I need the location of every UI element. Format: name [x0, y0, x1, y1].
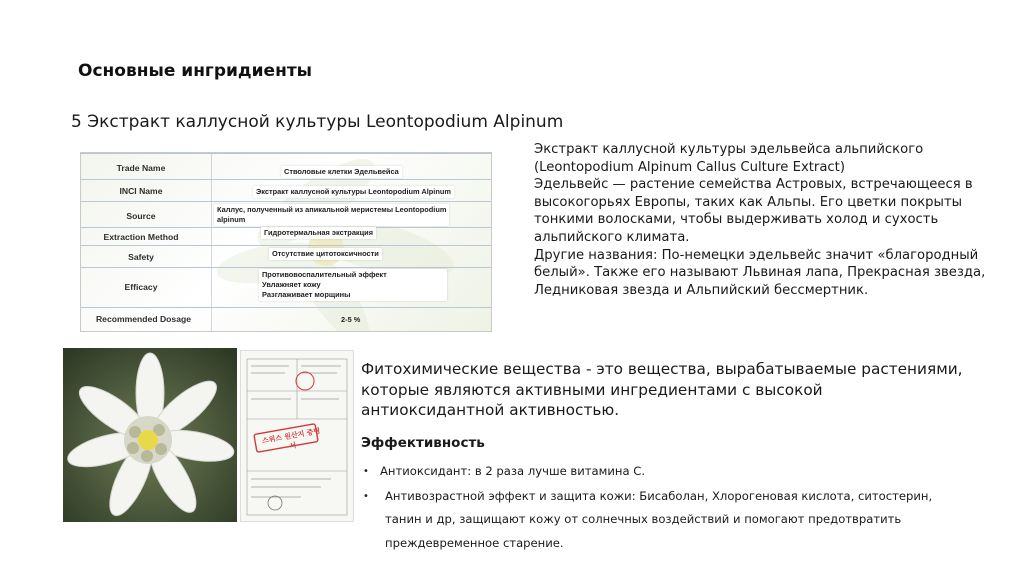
row-label: Efficacy	[124, 282, 158, 292]
row-value-line: Противовоспалительный эффект	[262, 270, 387, 279]
row-label: INCI Name	[119, 186, 163, 196]
table-row	[81, 245, 491, 268]
phyto-line: которые являются активными ингредиентами с высокой	[361, 380, 823, 399]
intro-line: белый». Также его называют Львиная лапа, Прекрасная звезда,	[534, 265, 986, 281]
row-label: Trade Name	[116, 163, 166, 173]
row-label: Recommended Dosage	[95, 314, 192, 324]
ingredient-table	[80, 152, 492, 332]
row-value-line: alpinum	[217, 215, 246, 224]
effect-item-line: преждевременное старение.	[385, 536, 564, 550]
table-row	[81, 227, 491, 246]
intro-line: (Leontopodium Alpinum Callus Culture Extract)	[534, 159, 845, 175]
intro-line: Другие названия: По-немецки эдельвейс значит «благородный	[534, 247, 979, 263]
row-value: Стволовые клетки Эдельвейса	[281, 166, 402, 178]
edelweiss-photo	[63, 348, 237, 522]
table-row	[81, 153, 491, 180]
phyto-line: антиоксидантной активностью.	[361, 401, 620, 419]
row-value: Отсутствие цитотоксичности	[269, 248, 382, 260]
row-value-line: Увлажняет кожу	[262, 280, 321, 289]
effect-item: Антиоксидант: в 2 раза лучше витамина С.	[380, 464, 646, 478]
row-value-line: Разглаживает морщины	[262, 290, 351, 299]
certificate-stamp: 스위스 원산지 증명서	[261, 427, 321, 451]
table-row	[81, 307, 491, 332]
effectiveness-heading: Эффективность	[361, 435, 485, 451]
intro-line: Эдельвейс — растение семейства Астровых, встречающееся в	[534, 177, 973, 193]
row-label: Safety	[128, 252, 154, 262]
row-value	[214, 204, 449, 226]
intro-paragraph	[534, 141, 1004, 299]
intro-line: Ледниковая звезда и Альпийский бессмертник.	[534, 282, 869, 298]
phytochemicals-paragraph	[361, 359, 1001, 421]
table-row	[81, 201, 491, 228]
row-value: Экстракт каллусной культуры Leontopodium Alpinum	[253, 186, 454, 198]
bullet-marker: •	[363, 491, 369, 502]
slide-title: Основные ингридиенты	[78, 61, 313, 81]
intro-line: высокогорьях Европы, таких как Альпы. Его цветки покрыты	[534, 194, 963, 210]
effect-item-line: танин и др, защищают кожу от солнечных воздействий и помогают предотвратить	[385, 512, 902, 526]
row-value: 2-5 %	[341, 315, 361, 324]
row-value-line: Каллус, полученный из апикальной меристемы Leontopodium	[217, 205, 447, 214]
row-label: Extraction Method	[103, 232, 179, 242]
effect-item-line: Антивозрастной эффект и защита кожи: Бисаболан, Хлорогеновая кислота, ситостерин,	[385, 489, 933, 503]
intro-line: альпийского климата.	[534, 229, 690, 245]
intro-line: Экстракт каллусной культуры эдельвейса альпийского	[534, 142, 924, 157]
section-subtitle: 5 Экстракт каллусной культуры Leontopodium Alpinum	[71, 112, 564, 132]
bullet-marker: •	[363, 466, 369, 477]
intro-line: тонкими волосками, чтобы выдерживать холод и сухость	[534, 212, 939, 228]
row-value	[259, 269, 447, 301]
phyto-line: Фитохимические вещества - это вещества, вырабатываемые растениями,	[361, 360, 963, 378]
origin-certificate-image	[240, 350, 354, 522]
row-value: Гидротермальная экстракция	[261, 227, 376, 239]
table-row	[81, 267, 491, 308]
row-label: Source	[126, 211, 156, 221]
table-row	[81, 179, 491, 202]
